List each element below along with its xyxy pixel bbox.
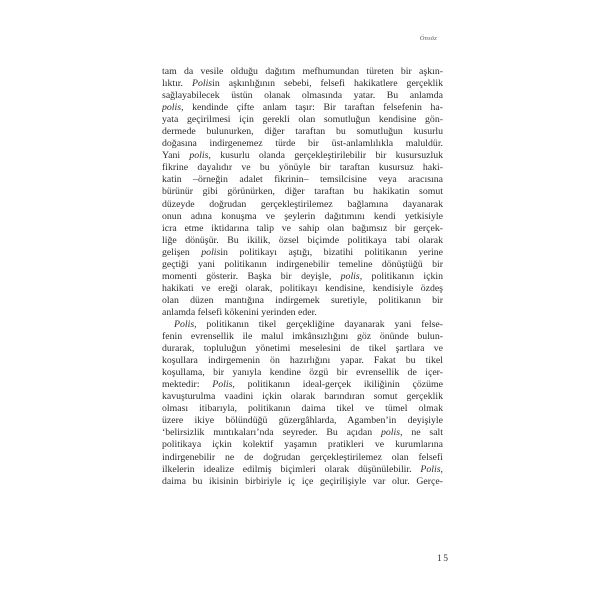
text-segment: doğasına indirgenemez türde bir üst-anlamlılıkla maluldür. <box>162 138 443 150</box>
text-line <box>162 102 443 114</box>
text-segment: lıktır. <box>162 78 192 90</box>
text-segment: , kendinde çifte anlam taşır: Bir taraftan felsefenin ha- <box>181 102 443 114</box>
text-segment: icra etme iktidarına talip ve sahip olan bağımsız bir gerçek- <box>162 222 443 234</box>
body-text <box>162 66 443 488</box>
text-segment: tam da vesile olduğu dağıtım mefhumundan türeten bir aşkın- <box>162 66 443 77</box>
text-segment: anlamda felsefi kökenini yerinden eder. <box>162 306 317 318</box>
text-line <box>162 367 443 379</box>
text-segment: Yani <box>162 150 190 162</box>
text-line <box>162 174 443 186</box>
italic-term: Polis <box>212 379 233 391</box>
text-line <box>162 343 443 355</box>
text-line <box>162 379 443 391</box>
text-line <box>162 391 443 403</box>
text-segment: ‘belirsizlik mıntıkaları’nda seyreder. Bu açıdan <box>162 427 381 439</box>
text-line <box>162 331 443 343</box>
text-line <box>162 150 443 162</box>
text-segment: bürünür gibi görünürken, diğer taraftan bu hakikatin somut <box>162 186 443 198</box>
text-segment: olan düzen mantığına indirgemek suretiyle, politikanın bir <box>162 294 443 306</box>
text-line <box>162 271 443 283</box>
text-segment: koşullara indirgemenin ön hazırlığını yapar. Fakat bu tikel <box>162 355 443 367</box>
text-segment: mektedir: <box>162 379 213 391</box>
italic-term: polis <box>162 102 182 114</box>
text-line <box>162 199 443 211</box>
text-segment: koşullama, bir yanıyla kendine özgü bir evrensellik de içer- <box>162 367 443 379</box>
text-segment: fikrine dayalıdır ve bu yönüyle bir taraftan kusursuz haki- <box>162 162 443 174</box>
text-segment: momenti gösterir. Başka bir deyişle, <box>162 270 341 282</box>
text-segment: fenin evrensellik ile malul imkânsızlığını göz önünde bulun- <box>162 331 443 343</box>
text-segment: üzere ikiye bölündüğü güzergâhlarda, Agamben’in deyişiyle <box>162 415 443 427</box>
text-segment: , ne salt <box>400 427 443 439</box>
text-segment: durarak, topluluğun yönetimi meselesini de tikel şartlara ve <box>162 343 443 355</box>
italic-term: Polis <box>191 78 213 90</box>
text-line <box>162 235 443 247</box>
text-segment: politikaya içkin kolektif yaşamın pratikleri ve kurumlarına <box>162 439 443 451</box>
text-line <box>162 211 443 223</box>
text-line <box>162 439 443 451</box>
italic-term: polis <box>189 150 209 162</box>
text-segment: yata geçirilmesi için gerekli olan somutluğun kendisine gön- <box>162 114 443 126</box>
text-segment: onun adına konuşma ve şeylerin dağıtımını kendi yetkisiyle <box>162 210 443 222</box>
text-segment: olması itibarıyla, politikanın daima tikel ve tümel olmak <box>162 403 443 415</box>
italic-term: polis <box>340 270 360 282</box>
text-segment: düzeyde doğrudan gerçekleştirilemez bağlamına dayanarak <box>162 198 443 210</box>
text-segment: liğe dönüşür. Bu ikilik, özsel biçimde politikaya tabi olarak <box>162 234 443 246</box>
italic-term: Polis <box>420 463 441 475</box>
text-line <box>162 66 443 78</box>
text-segment: geçtiği yani politikanın indirgenebilir temeline dönüştüğü bir <box>162 258 443 270</box>
text-segment: katin –örneğin adalet fikrinin– temsilcisine veya aracısına <box>162 174 443 186</box>
text-segment: gelişen <box>162 246 202 258</box>
text-line <box>162 464 443 476</box>
text-line <box>162 452 443 464</box>
text-segment: sağlayabilecek üstün olanak olmasında yatar. Bu anlamda <box>162 90 443 102</box>
text-segment: , politikanın tikel gerçekliğine dayanarak yani felse- <box>194 318 443 330</box>
text-segment: , kusurlu olanda gerçekleştirilebilir bir kusursuzluk <box>208 150 443 162</box>
text-line <box>162 295 443 307</box>
text-line <box>162 415 443 427</box>
text-segment: ilkelerin idealize edilmiş biçimleri olarak düşünülebilir. <box>162 463 421 475</box>
text-line <box>162 283 443 295</box>
text-line <box>162 90 443 102</box>
text-line <box>162 319 443 331</box>
text-segment: indirgenebilir ne de doğrudan gerçekleştirilemez olan felsefi <box>162 451 443 463</box>
text-line <box>162 223 443 235</box>
text-line <box>162 138 443 150</box>
text-line <box>162 259 443 271</box>
text-line <box>162 162 443 174</box>
page-number: 15 <box>437 554 450 564</box>
italic-term: Polis <box>174 318 195 330</box>
italic-term: polis <box>201 246 221 258</box>
text-segment: , <box>440 463 443 475</box>
text-segment: , politikanın ideal-gerçek ikiliğinin çözüme <box>232 379 443 391</box>
text-line <box>162 126 443 138</box>
text-line <box>162 307 443 319</box>
text-line <box>162 427 443 439</box>
text-line <box>162 355 443 367</box>
text-segment: in aşkınlığının sebebi, felsefi hakikatlere gerçeklik <box>212 78 443 90</box>
text-segment: in politikayı aştığı, bizatihi politikanın yerine <box>220 246 443 258</box>
text-line <box>162 403 443 415</box>
text-segment: , politikanın içkin <box>359 270 443 282</box>
text-line <box>162 78 443 90</box>
text-line <box>162 114 443 126</box>
text-line <box>162 476 443 488</box>
text-segment: hakikati ve ereği olarak, politikayı kendisine, kendisiyle özdeş <box>162 282 443 294</box>
running-header: Önsöz <box>419 35 437 42</box>
text-line <box>162 186 443 198</box>
text-line <box>162 247 443 259</box>
text-segment: daima bu ikisinin birbiriyle iç içe geçirilişiyle var olur. Gerçe- <box>162 475 443 487</box>
italic-term: polis <box>381 427 401 439</box>
text-segment: dermede bulunurken, diğer taraftan bu somutluğun kusurlu <box>162 126 443 138</box>
text-segment: kavuşturulma vaadini içkin olarak barındıran somut gerçeklik <box>162 391 443 403</box>
